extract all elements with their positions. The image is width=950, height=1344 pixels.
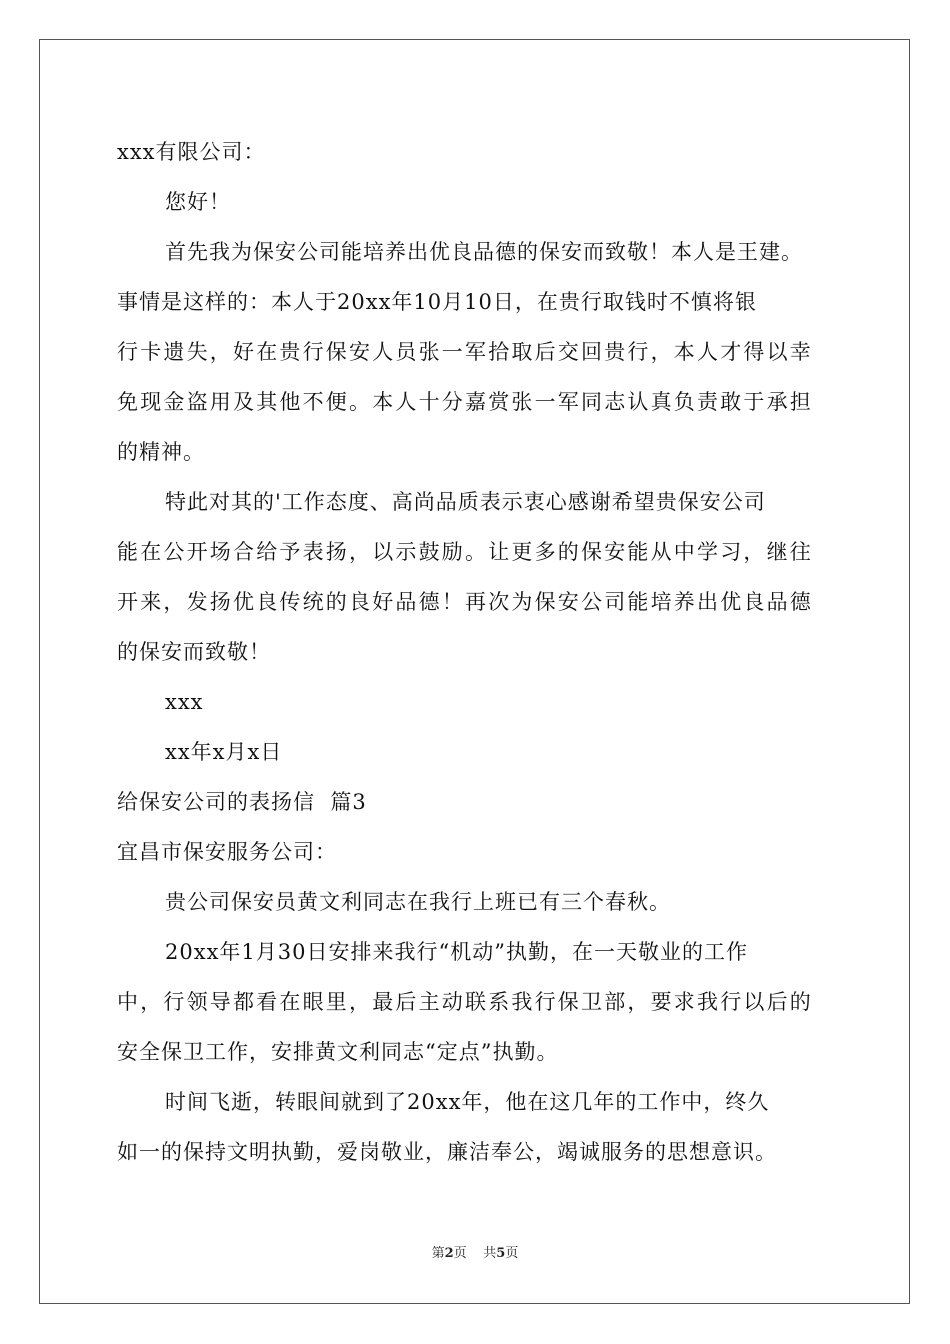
footer-page-suffix: 页 [453, 1246, 467, 1261]
letter2-salutation: 宜昌市保安服务公司： [117, 840, 337, 864]
letter2-p3-line-1: 时间飞逝，转眼间就到了20xx年，他在这几年的工作中，终久 [165, 1090, 770, 1114]
letter1-greeting: 您好！ [165, 190, 231, 214]
footer-current-page: 2 [444, 1246, 454, 1261]
footer-total-pages: 5 [496, 1246, 506, 1261]
letter2-p2-line-3: 安全保卫工作，安排黄文利同志“定点”执勤。 [117, 1040, 559, 1064]
letter1-p1-line-4: 免现金盗用及其他不便。本人十分嘉赏张一军同志认真负责敢于承担 [117, 390, 813, 414]
letter1-date: xx年x月x日 [165, 740, 283, 764]
letter1-p2-line-4: 的保安而致敬！ [117, 640, 271, 664]
letter1-salutation: xxx有限公司： [117, 140, 266, 164]
letter1-p1-line-2: 事情是这样的：本人于20xx年10月10日，在贵行取钱时不慎将银 [117, 290, 757, 314]
letter1-p2-line-2: 能在公开场合给予表扬，以示鼓励。让更多的保安能从中学习，继往 [117, 540, 813, 564]
letter1-p2-line-1: 特此对其的'工作态度、高尚品质表示衷心感谢希望贵保安公司 [165, 490, 766, 514]
footer-total-suffix: 页 [505, 1246, 519, 1261]
letter1-p1-line-5: 的精神。 [117, 440, 205, 464]
document-body [117, 127, 857, 1177]
footer-total-prefix: 共 [483, 1246, 497, 1261]
section-title: 给保安公司的表扬信 篇3 [117, 790, 367, 814]
letter1-p1-line-3: 行卡遗失，好在贵行保安人员张一军拾取后交回贵行，本人才得以幸 [117, 340, 813, 364]
letter2-p2-line-2: 中，行领导都看在眼里，最后主动联系我行保卫部，要求我行以后的 [117, 990, 813, 1014]
page-footer [0, 1244, 950, 1264]
letter1-p2-line-3: 开来，发扬优良传统的良好品德！再次为保安公司能培养出优良品德 [117, 590, 813, 614]
letter2-p3-line-2: 如一的保持文明执勤，爱岗敬业，廉洁奉公，竭诚服务的思想意识。 [117, 1140, 777, 1164]
letter2-p1: 贵公司保安员黄文利同志在我行上班已有三个春秋。 [165, 890, 671, 914]
letter1-p1-line-1: 首先我为保安公司能培养出优良品德的保安而致敬！本人是王建。 [165, 240, 803, 264]
footer-prefix: 第 [431, 1246, 445, 1261]
letter2-p2-line-1: 20xx年1月30日安排来我行“机动”执勤，在一天敬业的工作 [165, 940, 748, 964]
letter1-signature: xxx [165, 690, 204, 714]
